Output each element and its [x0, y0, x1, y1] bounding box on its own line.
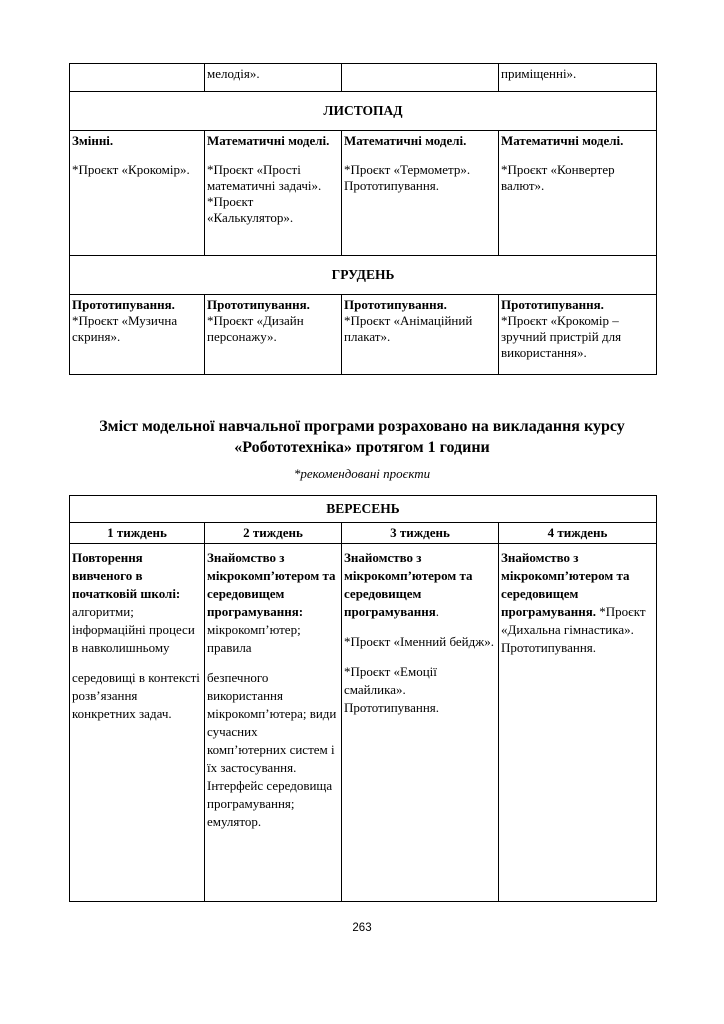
cell-heading: Математичні моделі. [344, 133, 467, 148]
cell-heading: Знайомство з мікрокомп’ютером та середовищем програмування [344, 550, 473, 619]
cell-text: середовищі в контексті розв’язання конкретних задач. [72, 670, 200, 721]
cell-text: *Проєкт «Дихальна гімнастика». Прототипування. [501, 604, 646, 655]
cell-heading: Прототипування. [72, 297, 175, 312]
continuation-cell [342, 64, 499, 92]
cell-heading: Знайомство з мікрокомп’ютером та середовищем програмування: [207, 550, 336, 619]
cell-text: *Проєкт «Іменний бейдж». [344, 634, 494, 649]
month-header-gruden: ГРУДЕНЬ [70, 256, 657, 295]
heading-line-2: «Робототехніка» протягом 1 години [234, 439, 490, 456]
table-cell [342, 131, 499, 256]
cell-text: *Проєкт «Крокомір – зручний пристрій для використання». [501, 313, 622, 360]
week-header: 3 тиждень [342, 523, 499, 544]
month-header-listopad: ЛИСТОПАД [70, 92, 657, 131]
table-cell [70, 295, 205, 375]
continuation-cell [70, 64, 205, 92]
table-cell: Знайомство з мікрокомп’ютером та середовищем програмування. *Проєкт «Іменний бейдж». *Проєкт «Емоції смайлика». Прототипування. [342, 544, 499, 902]
cell-text: алгоритми; інформаційні процеси в навколишньому [72, 604, 195, 655]
table-cell [205, 131, 342, 256]
table-cell [342, 295, 499, 375]
cell-text: *Проєкт «Конвертер валют». [501, 162, 615, 193]
table-cell [499, 295, 657, 375]
cell-text: *Проєкт «Дизайн персонажу». [207, 313, 304, 344]
recommended-projects-note: *рекомендовані проєкти [293, 466, 431, 481]
heading-line-1: Зміст модельної навчальної програми розраховано на викладання курсу [99, 418, 625, 435]
week-header: 1 тиждень [70, 523, 205, 544]
cell-text: *Проєкт «Анімаційний плакат». [344, 313, 473, 344]
cell-heading: Прототипування. [501, 297, 604, 312]
cell-text: *Проєкт «Прості математичні задачі». *Проєкт «Калькулятор». [207, 162, 322, 225]
cell-heading: Повторення вивченого в початковій школі: [72, 550, 181, 601]
cell-heading: Змінні. [72, 133, 114, 148]
table-cell [70, 544, 205, 902]
cell-text: *Проєкт «Термометр». Прототипування. [344, 162, 471, 193]
continuation-cell: приміщенні». [499, 64, 657, 92]
table-cell [70, 131, 205, 256]
table-cell [205, 295, 342, 375]
month-header-veresen: ВЕРЕСЕНЬ [70, 496, 657, 523]
cell-text: безпечного використання мікрокомп’ютера; види сучасних комп’ютерних систем і їх застосування. Інтерфейс середовища програмування; емулятор. [207, 670, 337, 829]
cell-text: *Проєкт «Крокомір». [72, 162, 190, 177]
table-cell [205, 544, 342, 902]
cell-heading: Математичні моделі. [207, 133, 330, 148]
program-heading [40, 416, 684, 458]
cell-heading: Прототипування. [207, 297, 310, 312]
week-header: 2 тиждень [205, 523, 342, 544]
cell-heading: Математичні моделі. [501, 133, 624, 148]
page-number: 263 [352, 922, 372, 934]
cell-heading: Прототипування. [344, 297, 447, 312]
cell-heading: Знайомство з мікрокомп’ютером та середовищем програмування. [501, 550, 630, 619]
continuation-cell: мелодія». [205, 64, 342, 92]
cell-text: *Проєкт «Музична скриня». [72, 313, 178, 344]
cell-text: мікрокомп’ютер; правила [207, 622, 301, 655]
curriculum-table-september [69, 495, 657, 902]
week-header: 4 тиждень [499, 523, 657, 544]
table-cell [499, 131, 657, 256]
curriculum-table-top [69, 63, 657, 375]
cell-text: *Проєкт «Емоції смайлика». Прототипування. [344, 664, 440, 715]
table-cell [499, 544, 657, 902]
